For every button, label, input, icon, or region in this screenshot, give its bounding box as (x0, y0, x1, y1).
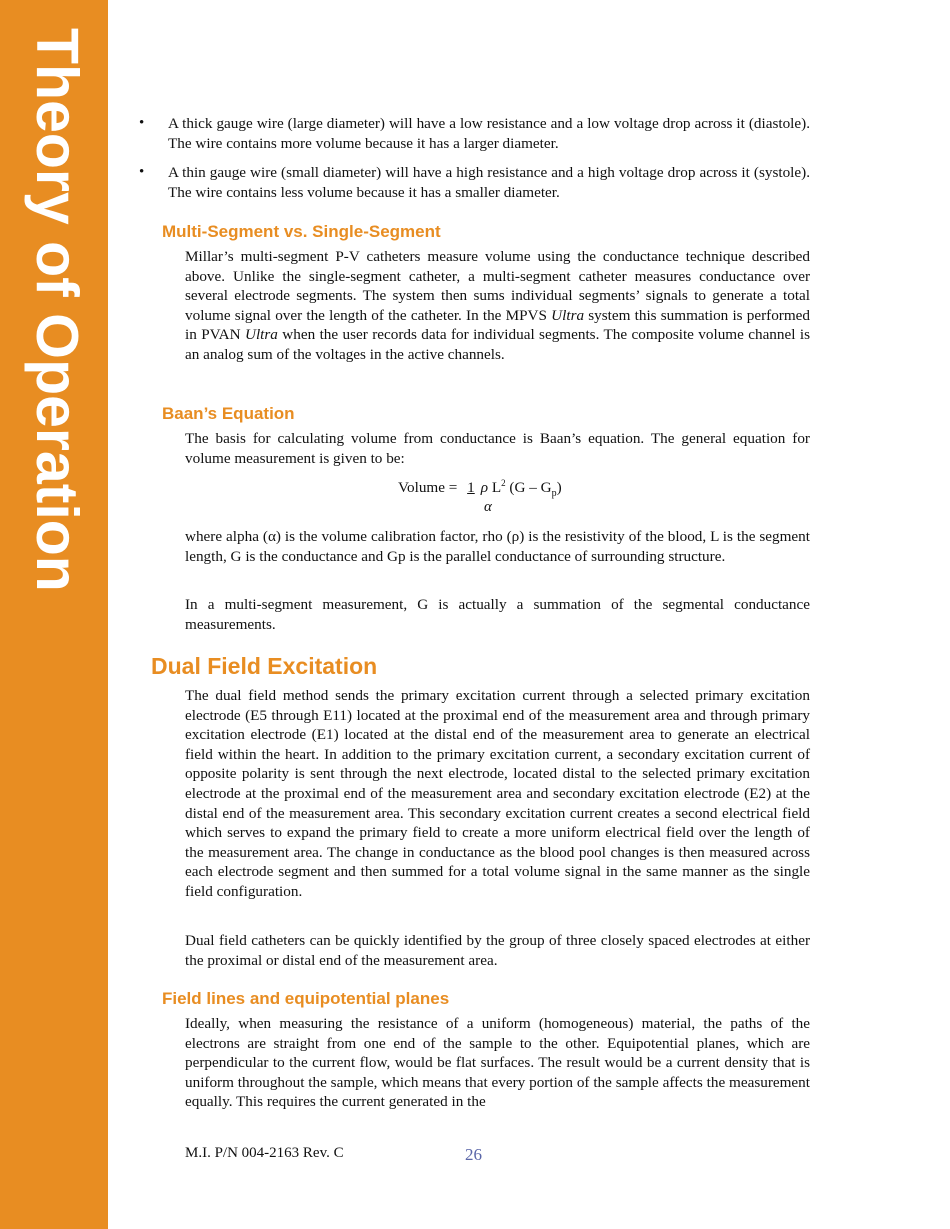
dual-field-paragraph-1: The dual field method sends the primary excitation current through a selected primary excitation electrode (E5 through E11) located at the proximal end of the measurement area and through primary excitation electrode (E1) located at the distal end of the measurement area to generate an electrical field within the heart. In addition to the primary excitation current, a secondary excitation current of opposite polarity is sent through the next electrode, located distal to the selected primary excitation electrode at the proximal end of the measurement area and secondary excitation electrode (E2) at the distal end of the measurement area. This secondary excitation current creates a second electrical field which serves to expand the primary field to create a more uniform electrical field over the length of the measurement area. The change in conductance as the blood pool changes is then measured across each electrode segment and then summed for a total volume signal in the same manner as the single field configuration. (185, 687, 810, 900)
bullet-marker: • (139, 164, 145, 180)
baan-paragraph-3: In a multi-segment measurement, G is actually a summation of the segmental conductance measurements. (185, 596, 810, 633)
footer-page-number: 26 (465, 1145, 482, 1164)
dual-field-paragraph-2: Dual field catheters can be quickly identified by the group of three closely spaced electrodes at either the proximal or distal end of the measurement area. (185, 932, 810, 969)
section-heading-dual-field: Dual Field Excitation (151, 653, 378, 679)
equation-denominator: α (484, 499, 492, 515)
sidebar-title: Theory of Operation (24, 28, 90, 592)
equation-numerator: 1 (467, 479, 475, 496)
baan-paragraph-1: The basis for calculating volume from conductance is Baan’s equation. The general equation for volume measurement is given to be: (185, 430, 810, 467)
bullet-text: A thin gauge wire (small diameter) will have a high resistance and a high voltage drop across it (systole). The wire contains less volume because it has a smaller diameter. (168, 164, 810, 201)
section-heading-multi-segment: Multi-Segment vs. Single-Segment (162, 222, 441, 241)
section-heading-field-lines: Field lines and equipotential planes (162, 989, 450, 1008)
bullet-marker: • (139, 115, 145, 131)
footer-part-number: M.I. P/N 004-2163 Rev. C (185, 1145, 344, 1161)
multi-segment-paragraph: Millar’s multi-segment P-V catheters measure volume using the conductance technique described above. Unlike the single-segment catheter, a multi-segment catheter measures conductance over several electrode segments. The system then sums individual segments’ signals to generate a total volume signal over the length of the catheter. In the MPVS Ultra system this summation is performed in PVAN Ultra when the user records data for individual segments. The composite volume channel is an analog sum of the voltages in the active channels. (185, 248, 811, 363)
baan-equation: Volume = 1 ρ $L^2$ $(G - G_p)$ (398, 477, 562, 500)
baan-paragraph-2: where alpha (α) is the volume calibration factor, rho (ρ) is the resistivity of the blood, L is the segment length, G is the conductance and Gp is the parallel conductance of surrounding structure. (185, 528, 810, 565)
section-heading-baan: Baan’s Equation (162, 404, 295, 423)
field-lines-paragraph: Ideally, when measuring the resistance of a uniform (homogeneous) material, the paths of the electrons are straight from one end of the sample to the other. Equipotential planes, which are perpendicular to the current flow, would be flat surfaces. The result would be a current density that is uniform throughout the sample, which means that every portion of the sample affects the measurement equally. This requires the current generated in the (185, 1015, 810, 1111)
bullet-text: A thick gauge wire (large diameter) will have a low resistance and a low voltage drop across it (diastole). The wire contains more volume because it has a larger diameter. (168, 115, 810, 152)
